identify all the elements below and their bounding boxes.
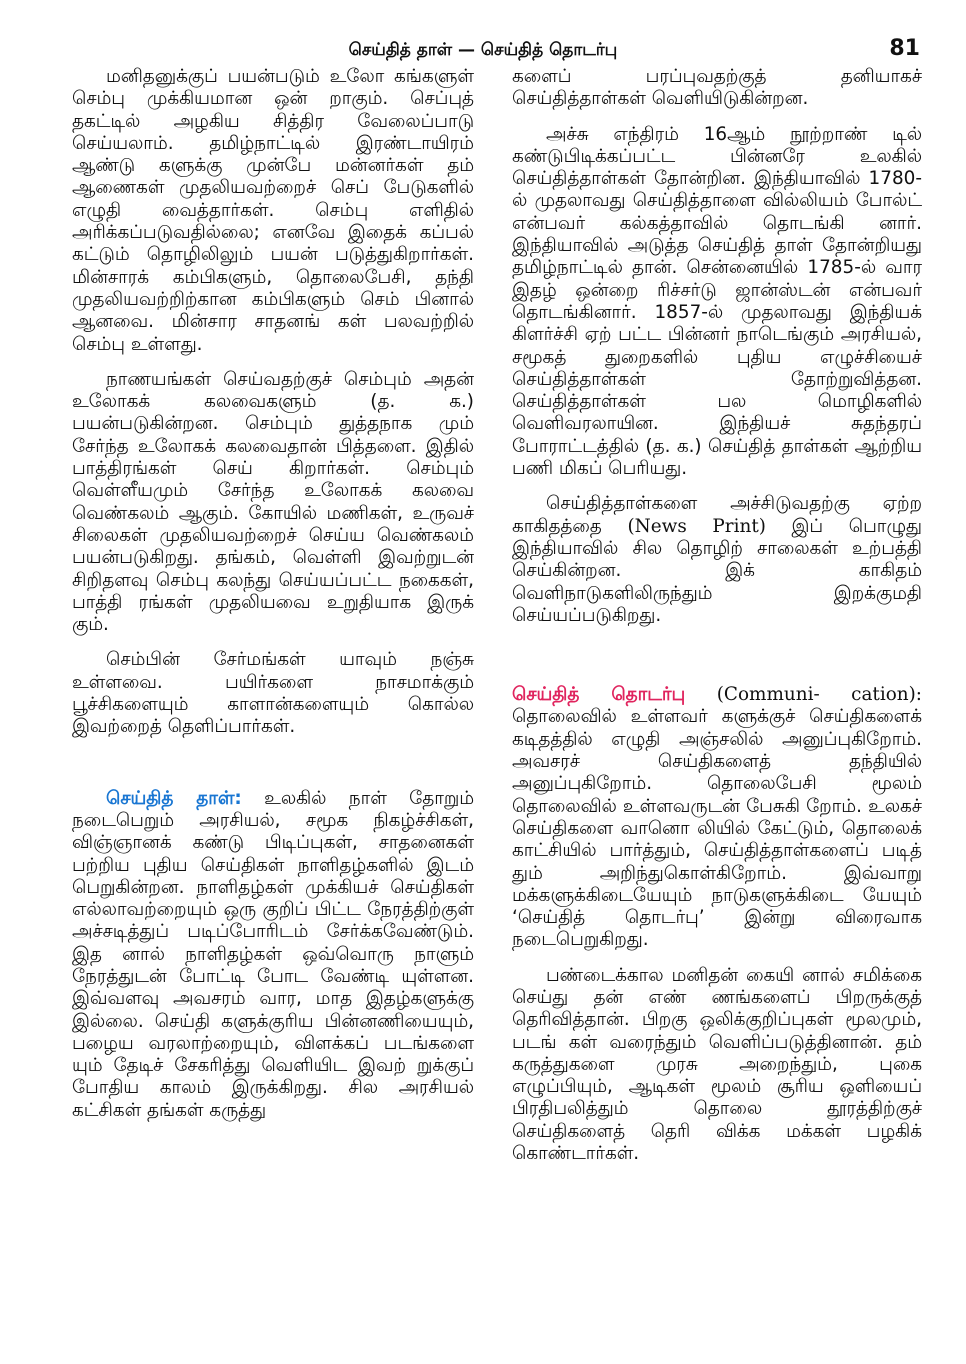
entry-heading: செய்தித் தொடர்பு (512, 684, 686, 706)
entry-heading: செய்தித் தாள்: (106, 787, 242, 809)
right-column (512, 66, 922, 1178)
page-number: 81 (889, 36, 920, 61)
text-run: இப் பொழுது இந்தியாவில் சில தொழிற் சாலைகள் உற்பத்தி செய்கின்றன. இக் காகிதம் வெளிநாடுகளிலிருந்தும் இறக்குமதி செய்யப்படுகிறது. (512, 515, 922, 626)
entry-text: தொலைவில் உள்ளவர் களுக்குச் செய்திகளைக் கடிதத்தில் எழுதி அஞ்சலில் அனுப்புகிறோம். அவசரச் செய்திகளைத் தந்தியில் அனுப்புகிறோம். தொலைபேசி மூலம் தொலைவில் உள்ளவருடன் பேசுகி றோம். உலகச் செய்திகளை வானொ லியில் கேட்டும், தொலைக் காட்சியில் பார்த்தும், செய்தித்தாள்களைப் படித் தும் அறிந்துகொள்கிறோம். இவ்வாறு மக்களுக்கிடையேயும் நாடுகளுக்கிடை யேயும் ‘செய்தித் தொடர்பு’ இன்று விரைவாக நடைபெறுகிறது. (512, 706, 922, 951)
paragraph: பண்டைக்கால மனிதன் கையி னால் சமிக்கை செய்து தன் எண் ணங்களைப் பிறருக்குத் தெரிவித்தான். பிறகு ஒலிக்குறிப்புகள் மூலமும், படங் கள் வரைந்தும் வெளிப்படுத்தினான். தம் கருத்துகளை முரசு அறைந்தும், புகை எழுப்பியும், ஆடிகள் மூலம் சூரிய ஒளியைப் பிரதிபலித்தும் தொலை தூரத்திற்குச் செய்திகளைத் தெரி விக்க மக்கள் பழகிக் கொண்டார்கள். (512, 964, 922, 1165)
paragraph: நாணயங்கள் செய்வதற்குச் செம்பும் அதன் உலோகக் கலவைகளும் (த. க.) பயன்படுகின்றன. செம்பும் துத்தநாக மும் சேர்ந்த உலோகக் கலவைதான் பித்தளை. இதில் பாத்திரங்கள் செய் கிறார்கள். செம்பும் வெள்ளீயமும் சேர்ந்த உலோகக் கலவை வெண்கலம் ஆகும். கோயில் மணிகள், உருவச் சிலைகள் முதலியவற்றைச் செய்ய வெண்கலம் பயன்படுகிறது. தங்கம், வெள்ளி இவற்றுடன் சிறிதளவு செம்பு கலந்து செய்யப்பட்ட நகைகள், பாத்தி ரங்கள் முதலியவை உறுதியாக இருக் கும். (72, 368, 474, 636)
paragraph: செம்பின் சேர்மங்கள் யாவும் நஞ்சு உள்ளவை. பயிர்களை நாசமாக்கும் பூச்சிகளையும் காளான்களையும் கொல்ல இவற்றைத் தெளிப்பார்கள். (72, 649, 474, 738)
entry-communication (512, 684, 922, 952)
english-term: (News Print) (627, 515, 766, 537)
section-gap (72, 752, 474, 788)
entry-newspaper (72, 788, 474, 1122)
paragraph: அச்சு எந்திரம் 16ஆம் நூற்றாண் டில் கண்டுபிடிக்கப்பட்ட பின்னரே உலகில் செய்தித்தாள்கள் தோன்றின. இந்தியாவில் 1780-ல் முதலாவது செய்தித்தாளை வில்லியம் போல்ட் என்பவர் கல்கத்தாவில் தொடங்கி னார். இந்தியாவில் அடுத்த செய்தித் தாள் தோன்றியது தமிழ்நாட்டில் தான். சென்னையில் 1785-ல் வார இதழ் ஒன்றை ரிச்சர்டு ஜான்ஸ்டன் என்பவர் தொடங்கினார். 1857-ல் முதலாவது இந்தியக் கிளர்ச்சி ஏற் பட்ட பின்னர் நாடெங்கும் அரசியல், சமூகத் துறைகளில் புதிய எழுச்சியைச் செய்தித்தாள்கள் தோற்றுவித்தன. செய்தித்தாள்கள் பல மொழிகளில் வெளிவரலாயின. இந்தியச் சுதந்தரப் போராட்டத்தில் (த. க.) செய்தித் தாள்கள் ஆற்றிய பணி மிகப் பெரியது. (512, 123, 922, 480)
section-gap (512, 640, 922, 684)
running-title: செய்தித் தாள் — செய்தித் தொடர்பு (348, 40, 618, 60)
paragraph (512, 493, 922, 627)
left-column (72, 66, 474, 1135)
entry-text: உலகில் நாள் தோறும் நடைபெறும் அரசியல், சமூக நிகழ்ச்சிகள், விஞ்ஞானக் கண்டு பிடிப்புகள், சாதனைகள் பற்றிய புதிய செய்திகள் நாளிதழ்களில் இடம் பெறுகின்றன. நாளிதழ்கள் முக்கியச் செய்திகள் எல்லாவற்றையும் ஒரு குறிப் பிட்ட நேரத்திற்குள் அச்சடித்துப் படிப்போரிடம் சேர்க்கவேண்டும். இத னால் நாளிதழ்கள் ஒவ்வொரு நாளும் நேரத்துடன் போட்டி போட வேண்டி யுள்ளன. இவ்வளவு அவசரம் வார, மாத இதழ்களுக்கு இல்லை. செய்தி களுக்குரிய பின்னணியையும், பழைய வரலாற்றையும், விளக்கப் படங்களை யும் தேடிச் சேகரித்து வெளியிட இவற் றுக்குப் போதிய காலம் இருக்கிறது. சில அரசியல் கட்சிகள் தங்கள் கருத்து (72, 787, 474, 1121)
paragraph: மனிதனுக்குப் பயன்படும் உலோ கங்களுள் செம்பு முக்கியமான ஒன் றாகும். செப்புத் தகட்டில் அழகிய சித்திர வேலைப்பாடு செய்யலாம். தமிழ்நாட்டில் இரண்டாயிரம் ஆண்டு களுக்கு முன்பே மன்னர்கள் தம் ஆணைகள் முதலியவற்றைச் செப் பேடுகளில் எழுதி வைத்தார்கள். செம்பு எளிதில் அரிக்கப்படுவதில்லை; எனவே இதைக் கப்பல் கட்டும் தொழிலிலும் பயன் படுத்துகிறார்கள். மின்சாரக் கம்பிகளும், தொலைபேசி, தந்தி முதலியவற்றிற்கான கம்பிகளும் செம் பினால் ஆனவை. மின்சார சாதனங் கள் பலவற்றில் செம்பு உள்ளது. (72, 66, 474, 355)
english-term: (Communi- cation): (716, 684, 922, 706)
paragraph: களைப் பரப்புவதற்குத் தனியாகச் செய்தித்தாள்கள் வெளியிடுகின்றன. (512, 66, 922, 110)
text-run: செய்தித்தாள்களை அச்சிடுவதற்கு ஏற்ற காகிதத்தை (512, 493, 922, 537)
